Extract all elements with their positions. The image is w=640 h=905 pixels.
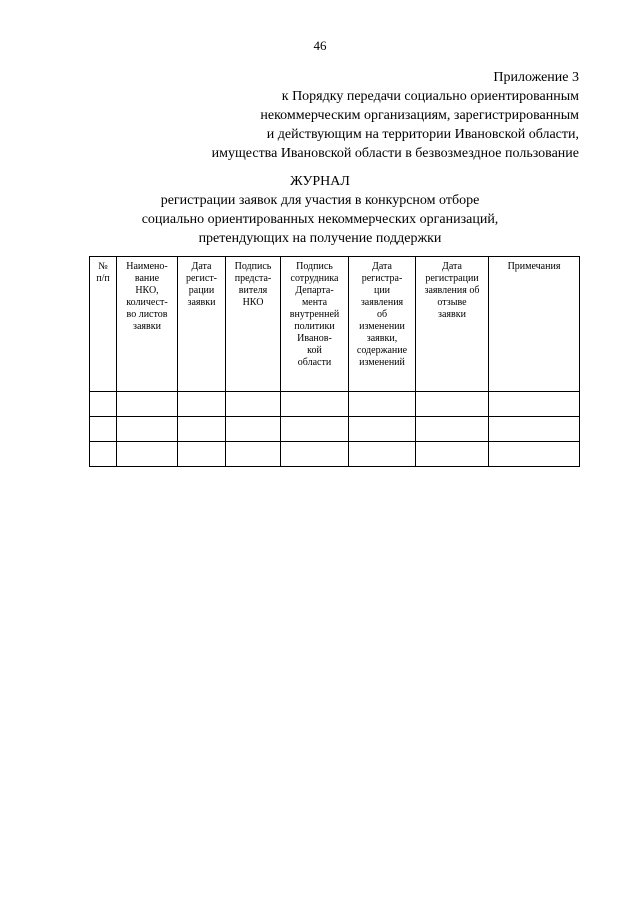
column-header-line: регистра-	[361, 273, 403, 284]
column-header-line: сотрудника	[290, 273, 339, 284]
column-header	[349, 257, 416, 392]
table-cell	[178, 442, 226, 467]
table-cell	[117, 392, 178, 417]
column-header-line: Дата	[191, 261, 212, 272]
column-header-line: заявки,	[366, 333, 398, 344]
table-cell	[416, 442, 489, 467]
table-cell	[226, 442, 281, 467]
table-cell	[226, 417, 281, 442]
column-header	[178, 257, 226, 392]
column-header-line: Примечания	[507, 261, 561, 272]
table-cell	[117, 417, 178, 442]
table-row	[90, 392, 580, 417]
column-header-line: рации	[188, 285, 215, 296]
column-header-line: отзыве	[437, 297, 467, 308]
column-header	[117, 257, 178, 392]
column-header-line: об	[376, 309, 388, 320]
table-cell	[281, 392, 349, 417]
journal-subtitle-line: социально ориентированных некоммерческих организаций,	[141, 212, 499, 227]
column-header-line: регист-	[185, 273, 218, 284]
column-header-line: НКО	[242, 297, 264, 308]
table-cell	[90, 442, 117, 467]
table-cell	[349, 392, 416, 417]
appendix-line: имущества Ивановской области в безвозмездное пользование	[211, 146, 579, 161]
column-header-line: Департа-	[295, 285, 334, 296]
journal-title: ЖУРНАЛ	[290, 174, 350, 189]
column-header-line: регистрации	[425, 273, 479, 284]
column-header-line: вителя	[238, 285, 268, 296]
table-cell	[117, 442, 178, 467]
column-header-line: заявления	[360, 297, 404, 308]
table-row	[90, 417, 580, 442]
column-header	[226, 257, 281, 392]
table-cell	[349, 442, 416, 467]
column-header	[489, 257, 580, 392]
column-header-line: Подпись	[234, 261, 272, 272]
column-header-line: №	[98, 261, 108, 272]
table-cell	[489, 417, 580, 442]
table-body	[90, 392, 580, 467]
appendix-line: Приложение 3	[493, 70, 579, 85]
column-header-line: мента	[301, 297, 328, 308]
column-header-line: Дата	[372, 261, 392, 272]
column-header-line: Наимено-	[126, 261, 168, 272]
column-header-line: во листов	[126, 309, 168, 320]
appendix-block	[212, 68, 579, 163]
journal-subtitle-line: претендующих на получение поддержки	[198, 231, 442, 246]
column-header-line: изменений	[359, 357, 405, 368]
column-header-line: количест-	[126, 297, 168, 308]
column-header-line: области	[297, 357, 332, 368]
table-row	[90, 442, 580, 467]
table-cell	[281, 417, 349, 442]
table-cell	[281, 442, 349, 467]
appendix-line: к Порядку передачи социально ориентированным	[281, 89, 579, 104]
table-cell	[489, 392, 580, 417]
column-header-line: заявки	[187, 297, 216, 308]
column-header-line: внутренней	[289, 309, 340, 320]
table-cell	[416, 417, 489, 442]
column-header-line: кой	[307, 345, 322, 356]
table-cell	[90, 417, 117, 442]
column-header	[281, 257, 349, 392]
table-cell	[416, 392, 489, 417]
column-header-line: предста-	[234, 273, 272, 284]
table-cell	[178, 392, 226, 417]
table-header-row	[90, 257, 580, 392]
column-header-line: НКО,	[135, 285, 159, 296]
column-header-line: содержание	[356, 345, 408, 356]
journal-subtitle-line: регистрации заявок для участия в конкурсном отборе	[160, 193, 480, 208]
table-cell	[226, 392, 281, 417]
page-number: 46	[313, 38, 327, 53]
column-header-line: заявки	[438, 309, 466, 320]
appendix-line: и действующим на территории Ивановской области,	[266, 127, 579, 142]
column-header	[90, 257, 117, 392]
column-header	[416, 257, 489, 392]
column-header-line: изменении	[359, 321, 405, 332]
table-cell	[489, 442, 580, 467]
journal-heading	[0, 172, 640, 248]
column-header-line: п/п	[96, 273, 110, 284]
table-cell	[349, 417, 416, 442]
column-header-line: политики	[294, 321, 335, 332]
appendix-line: некоммерческим организациям, зарегистрированным	[260, 108, 579, 123]
table-cell	[90, 392, 117, 417]
column-header-line: Дата	[442, 261, 462, 272]
column-header-line: заявки	[133, 321, 161, 332]
column-header-line: вание	[134, 273, 160, 284]
column-header-line: Иванов-	[297, 333, 332, 344]
column-header-line: заявления об	[424, 285, 480, 296]
table-cell	[178, 417, 226, 442]
column-header-line: Подпись	[296, 261, 333, 272]
column-header-line: ции	[373, 285, 391, 296]
registry-table	[89, 256, 580, 467]
